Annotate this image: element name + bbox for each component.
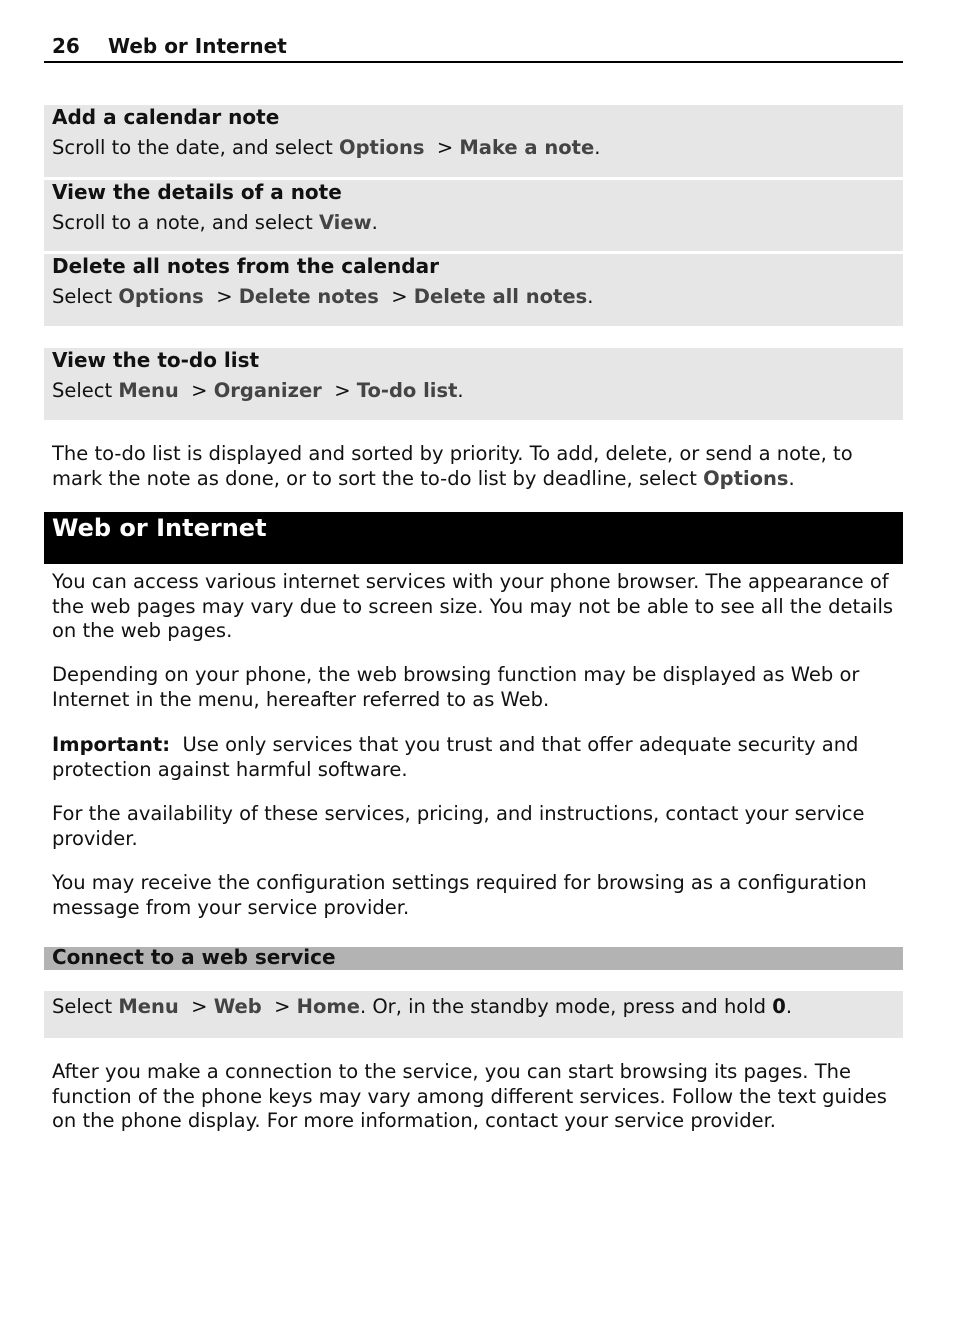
menu-item-options: Options xyxy=(703,466,789,490)
block-connect-web-service xyxy=(44,991,903,1038)
menu-item-menu: Menu xyxy=(118,995,179,1018)
block-instruction: Select Options > Delete notes > Delete all notes. xyxy=(52,285,594,308)
block-instruction: Select Menu > Organizer > To-do list. xyxy=(52,379,464,402)
menu-item-menu: Menu xyxy=(118,379,179,402)
body-paragraph: For the availability of these services, pricing, and instructions, contact your service provider. xyxy=(52,802,865,850)
body-paragraph: After you make a connection to the service, you can start browsing its pages. The function of the phone keys may vary among different services. Follow the text guides on the phone display. For more information, contact your service provider. xyxy=(52,1060,887,1132)
block-title: View the details of a note xyxy=(52,180,342,204)
body-paragraph: You may receive the configuration settings required for browsing as a configuration message from your service provider. xyxy=(52,871,867,919)
block-add-calendar-note xyxy=(44,105,903,177)
section-heading: Web or Internet xyxy=(44,512,903,564)
block-view-todo-list xyxy=(44,348,903,420)
body-paragraph: You can access various internet services with your phone browser. The appearance of the web pages may vary due to screen size. You may not be able to see all the details on the web pages. xyxy=(52,570,894,642)
menu-separator: > xyxy=(274,995,291,1018)
block-view-note-details xyxy=(44,180,903,251)
menu-item-options: Options xyxy=(339,136,425,159)
menu-item-home: Home xyxy=(296,995,360,1018)
block-title: Delete all notes from the calendar xyxy=(52,254,439,278)
menu-item-delete-notes: Delete notes xyxy=(238,285,379,308)
body-paragraph: Depending on your phone, the web browsing function may be displayed as Web or Internet in the menu, hereafter referred to as Web. xyxy=(52,663,860,711)
menu-separator: > xyxy=(191,995,208,1018)
important-note: Important: Use only services that you trust and that offer adequate security and protection against harmful software. xyxy=(52,733,859,781)
page-number: 26 xyxy=(52,34,80,58)
menu-item-delete-all-notes: Delete all notes xyxy=(413,285,588,308)
block-instruction: Select Menu > Web > Home. Or, in the standby mode, press and hold 0. xyxy=(52,995,793,1018)
running-header xyxy=(44,34,903,63)
menu-item-todo-list: To-do list xyxy=(356,379,458,402)
block-delete-all-notes xyxy=(44,254,903,326)
block-title: Add a calendar note xyxy=(52,105,280,129)
menu-separator: > xyxy=(216,285,233,308)
menu-item-organizer: Organizer xyxy=(213,379,322,402)
chapter-title: Web or Internet xyxy=(108,34,287,58)
important-label: Important: xyxy=(52,733,171,756)
menu-item-web: Web xyxy=(213,995,262,1018)
menu-separator: > xyxy=(391,285,408,308)
menu-item-make-a-note: Make a note xyxy=(459,136,595,159)
key-zero: 0 xyxy=(772,995,786,1018)
menu-separator: > xyxy=(436,136,454,159)
menu-separator: > xyxy=(191,379,208,402)
menu-item-options: Options xyxy=(118,285,204,308)
menu-item-view: View xyxy=(318,211,372,234)
block-title: View the to-do list xyxy=(52,348,260,372)
subsection-heading: Connect to a web service xyxy=(44,947,903,970)
menu-separator: > xyxy=(334,379,351,402)
todo-paragraph: The to-do list is displayed and sorted by priority. To add, delete, or send a note, to mark the note as done, or to sort the to-do list by deadline, select Options. xyxy=(52,442,853,490)
block-instruction: Scroll to the date, and select Options > Make a note. xyxy=(52,136,601,159)
block-instruction: Scroll to a note, and select View. xyxy=(52,211,378,234)
